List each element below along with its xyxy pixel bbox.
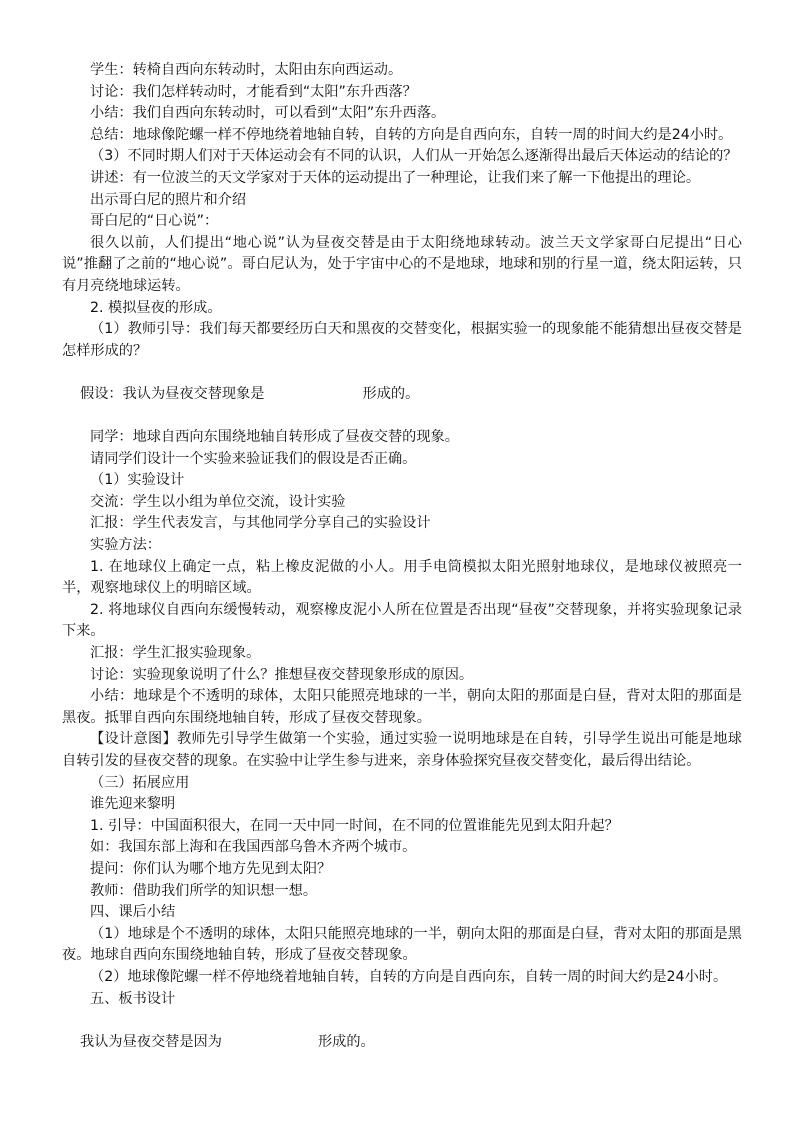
paragraph: 汇报：学生代表发言，与其他同学分享自己的实验设计 bbox=[90, 515, 431, 532]
paragraph: 小结：我们自西向东转动时，可以看到“太阳”东升西落。 bbox=[90, 105, 446, 122]
paragraph: 1. 在地球仪上确定一点，粘上橡皮泥做的小人。用手电筒模拟太阳光照射地球仪，是地球仪被照亮一半，观察地球仪上的明暗区域。 bbox=[62, 558, 742, 597]
paragraph: 2. 模拟昼夜的形成。 bbox=[90, 299, 222, 316]
hypothesis-suffix: 形成的。 bbox=[362, 385, 420, 402]
paragraph: 1. 引导：中国面积很大，在同一天中同一时间，在不同的位置谁能先见到太阳升起？ bbox=[90, 817, 619, 834]
paragraph: 讨论：我们怎样转动时，才能看到“太阳”东升西落？ bbox=[90, 83, 417, 100]
paragraph: 交流：学生以小组为单位交流，设计实验 bbox=[90, 493, 346, 510]
paragraph: （3）不同时期人们对于天体运动会有不同的认识，人们从一开始怎么逐渐得出最后天体运动的结论的？ bbox=[90, 148, 738, 165]
paragraph: 实验方法： bbox=[90, 537, 161, 554]
board-design-suffix: 形成的。 bbox=[317, 1033, 375, 1050]
hypothesis-prompt: 假设：我认为昼夜交替现象是 bbox=[80, 385, 265, 402]
paragraph: 总结：地球像陀螺一样不停地绕着地轴自转，自转的方向是自西向东，自转一周的时间大约是24小时。 bbox=[90, 126, 733, 143]
document-page bbox=[62, 60, 742, 1075]
paragraph: 教师：借助我们所学的知识想一想。 bbox=[90, 882, 318, 899]
paragraph: 2. 将地球仪自西向东缓慢转动，观察橡皮泥小人所在位置是否出现“昼夜”交替现象，并将实验现象记录下来。 bbox=[62, 601, 742, 640]
paragraph bbox=[62, 362, 742, 427]
paragraph: 出示哥白尼的照片和介绍 bbox=[90, 191, 247, 208]
paragraph: （2）地球像陀螺一样不停地绕着地轴自转，自转的方向是自西向东，自转一周的时间大约是24小时。 bbox=[90, 968, 728, 985]
paragraph: 五、板书设计 bbox=[90, 990, 176, 1007]
paragraph: 如：我国东部上海和在我国西部乌鲁木齐两个城市。 bbox=[90, 839, 417, 856]
paragraph: 同学：地球自西向东围绕地轴自转形成了昼夜交替的现象。 bbox=[90, 429, 459, 446]
paragraph: 四、课后小结 bbox=[90, 904, 176, 921]
paragraph: （三）拓展应用 bbox=[90, 774, 190, 791]
paragraph: 讲述：有一位波兰的天文学家对于天体的运动提出了一种理论，让我们来了解一下他提出的理论。 bbox=[90, 169, 701, 186]
paragraph: （1）实验设计 bbox=[90, 472, 185, 489]
paragraph: 小结：地球是个不透明的球体，太阳只能照亮地球的一半，朝向太阳的那面是白昼，背对太阳的那面是黑夜。抵罪自西向东围绕地轴自转，形成了昼夜交替现象。 bbox=[62, 688, 742, 726]
paragraph: 请同学们设计一个实验来验证我们的假设是否正确。 bbox=[90, 450, 417, 467]
paragraph: 【设计意图】教师先引导学生做第一个实验，通过实验一说明地球是在自转，引导学生说出可能是地球自转引发的昼夜交替的现象。在实验中让学生参与进来，亲身体验探究昼夜交替变化，最后得出结论。 bbox=[62, 731, 742, 769]
paragraph bbox=[62, 1010, 742, 1075]
paragraph: 很久以前，人们提出“地心说”认为昼夜交替是由于太阳绕地球转动。波兰天文学家哥白尼提出“日心说”推翻了之前的“地心说”。哥白尼认为，处于宇宙中心的不是地球，地球和别的行星一道，绕太阳运转，只有月亮绕地球运转。 bbox=[62, 234, 742, 294]
paragraph: 哥白尼的“日心说”： bbox=[90, 213, 219, 230]
paragraph: 汇报：学生汇报实验现象。 bbox=[90, 645, 261, 662]
paragraph: 讨论：实验现象说明了什么？推想昼夜交替现象形成的原因。 bbox=[90, 666, 474, 683]
paragraph: 学生：转椅自西向东转动时，太阳由东向西运动。 bbox=[90, 62, 403, 78]
paragraph: 提问：你们认为哪个地方先见到太阳？ bbox=[90, 860, 332, 877]
board-design-prompt: 我认为昼夜交替是因为 bbox=[80, 1033, 222, 1050]
paragraph: （1）教师引导：我们每天都要经历白天和黑夜的交替变化，根据实验一的现象能不能猜想出昼夜交替是怎样形成的？ bbox=[62, 321, 742, 359]
paragraph: （1）地球是个不透明的球体，太阳只能照亮地球的一半，朝向太阳的那面是白昼，背对太阳的那面是黑夜。地球自西向东围绕地轴自转，形成了昼夜交替现象。 bbox=[62, 925, 742, 964]
paragraph: 谁先迎来黎明 bbox=[90, 796, 176, 813]
